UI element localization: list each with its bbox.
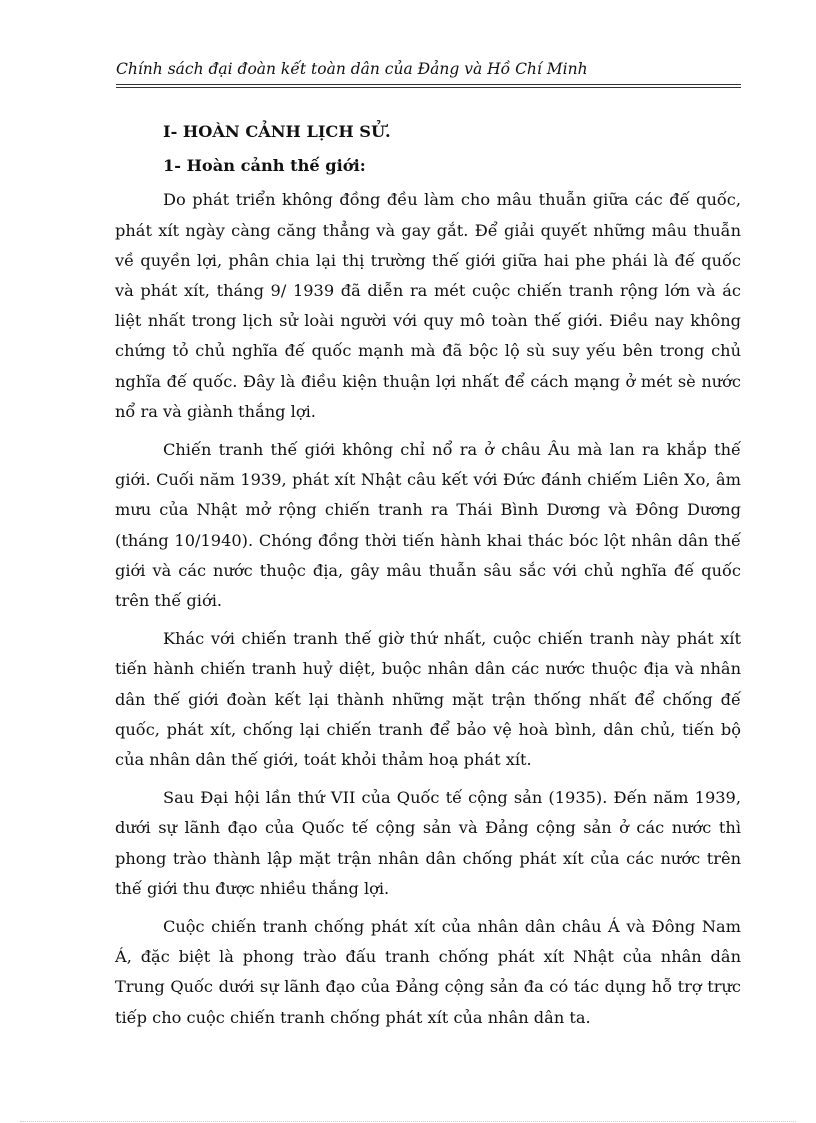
section-heading: I- HOÀN CẢNH LỊCH SỬ. <box>163 122 391 141</box>
paragraph-2: Chiến tranh thế giới không chỉ nổ ra ở châu Âu mà lan ra khắp thế giới. Cuối năm 1939, phát xít Nhật câu kết với Đức đánh chiếm Liên Xo, âm mưu của Nhật mở rộng chiến tranh ra Thái Bình Dương và Đông Dương (tháng 10/1940). Chóng đồng thời tiến hành khai thác bóc lột nhân dân thế giới và các nước thuộc địa, gây mâu thuẫn sâu sắc với chủ nghĩa đế quốc trên thế giới. <box>115 440 741 611</box>
paragraph-1: Do phát triển không đồng đều làm cho mâu thuẫn giữa các đế quốc, phát xít ngày càng căng thẳng và gay gắt. Để giải quyết những mâu thuẫn về quyền lợi, phân chia lại thị trường thế giới giữa hai phe phái là đế quốc và phát xít, tháng 9/ 1939 đã diễn ra mét cuộc chiến tranh rộng lớn và ác liệt nhất trong lịch sử loài người với quy mô toàn thế giới. Điều nay không chứng tỏ chủ nghĩa đế quốc mạnh mà đã bộc lộ sù suy yếu bên trong chủ nghĩa đế quốc. Đây là điều kiện thuận lợi nhất để cách mạng ở mét sè nước nổ ra và giành thắng lợi. <box>115 190 741 421</box>
subsection-heading: 1- Hoàn cảnh thế giới: <box>163 156 366 176</box>
paragraph-4: Sau Đại hội lần thứ VII của Quốc tế cộng sản (1935). Đến năm 1939, dưới sự lãnh đạo của Quốc tế cộng sản và Đảng cộng sản ở các nước thì phong trào thành lập mặt trận nhân dân chống phát xít của các nước trên thế giới thu được nhiều thắng lợi. <box>115 788 741 898</box>
header-rule-top <box>116 84 741 85</box>
document-body <box>115 117 741 1041</box>
paragraph-5: Cuộc chiến tranh chống phát xít của nhân dân châu Á và Đông Nam Á, đặc biệt là phong trào đấu tranh chống phát xít Nhật của nhân dân Trung Quốc dưới sự lãnh đạo của Đảng cộng sản đa có tác dụng hỗ trợ trực tiếp cho cuộc chiến tranh chống phát xít của nhân dân ta. <box>115 917 741 1027</box>
running-header: Chính sách đại đoàn kết toàn dân của Đảng và Hồ Chí Minh <box>116 60 588 78</box>
paragraph-3: Khác với chiến tranh thế giờ thứ nhất, cuộc chiến tranh này phát xít tiến hành chiến tranh huỷ diệt, buộc nhân dân các nước thuộc địa và nhân dân thế giới đoàn kết lại thành những mặt trận thống nhất để chống đế quốc, phát xít, chống lại chiến tranh để bảo vệ hoà bình, dân chủ, tiến bộ của nhân dân thế giới, toát khỏi thảm hoạ phát xít. <box>115 629 741 770</box>
header-rule-bottom <box>116 87 741 88</box>
page-bottom-border <box>20 1121 796 1122</box>
